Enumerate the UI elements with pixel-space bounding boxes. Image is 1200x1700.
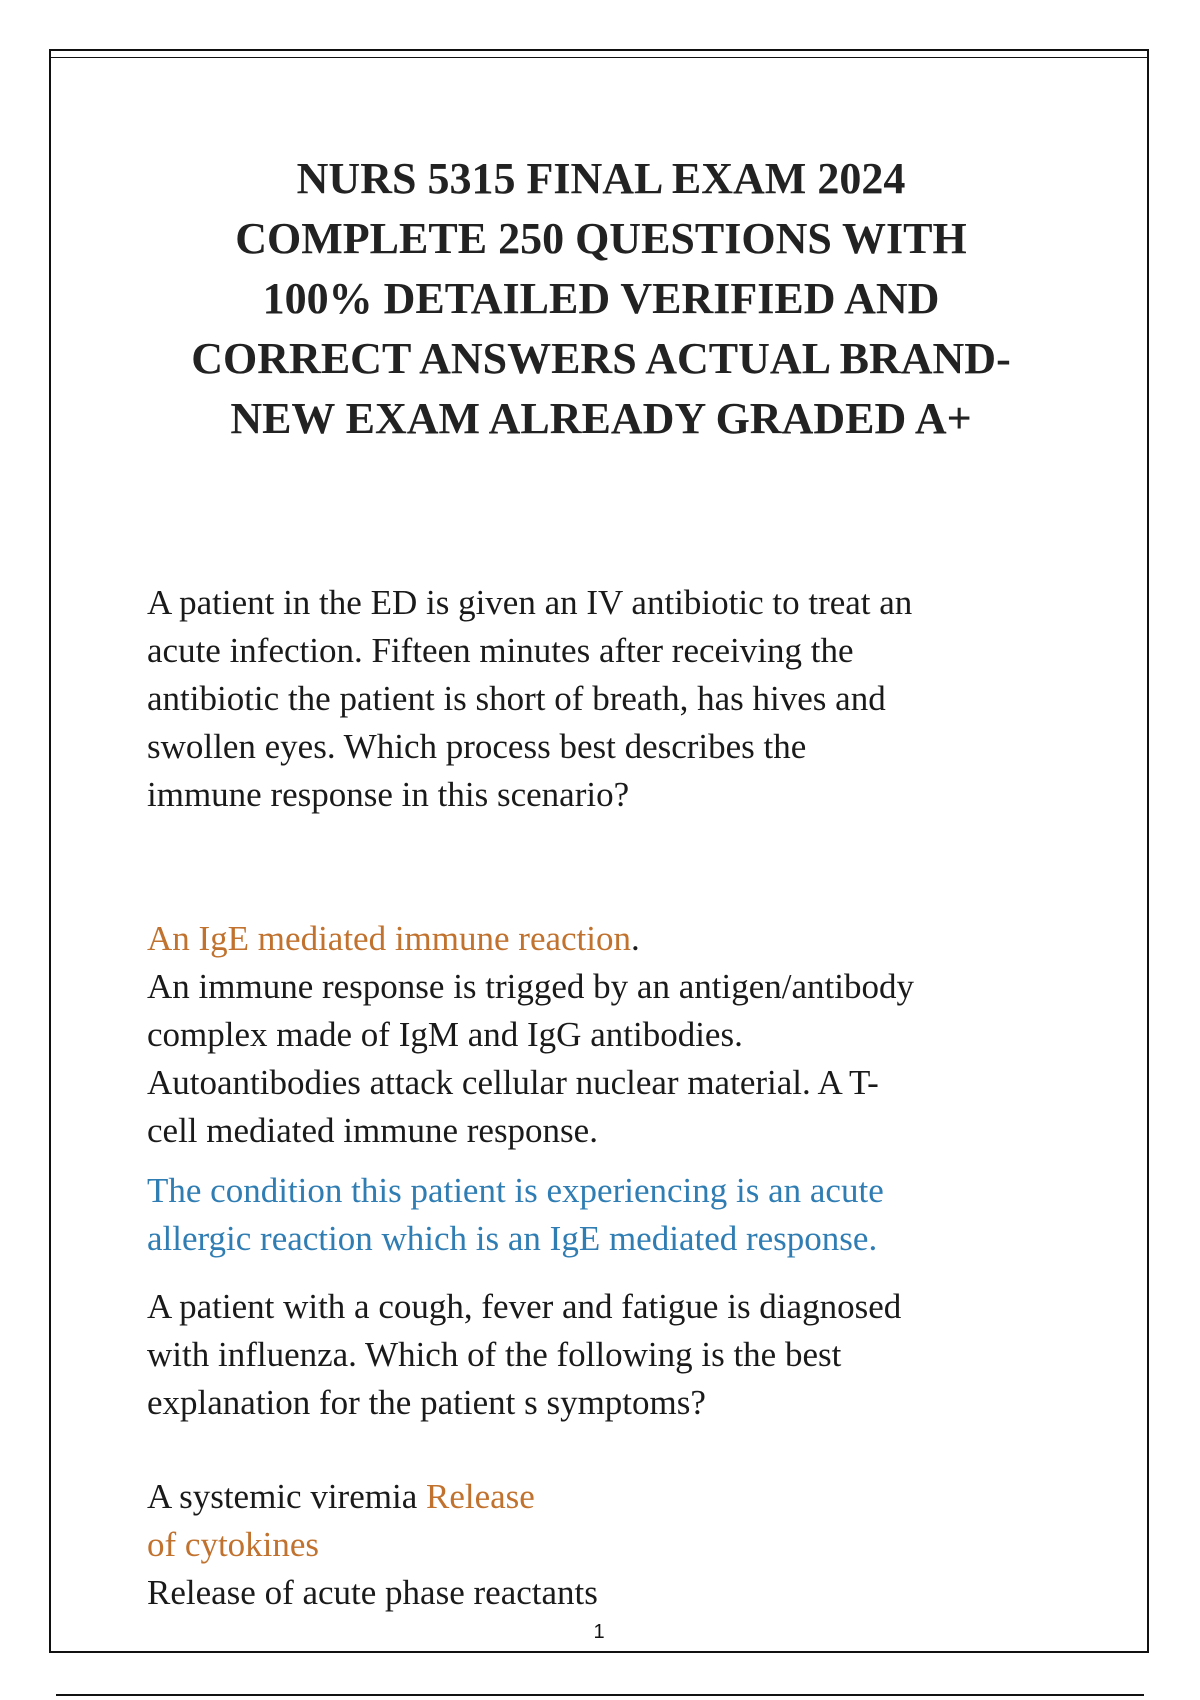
title-line: NEW EXAM ALREADY GRADED A+ — [230, 394, 972, 443]
question-2 — [147, 1283, 1087, 1427]
answer-option: complex made of IgM and IgG antibodies. — [147, 1015, 743, 1054]
answer-option: An immune response is trigged by an antigen/antibody — [147, 967, 914, 1006]
question-2-answers — [147, 1473, 1087, 1617]
question-line: swollen eyes. Which process best describes the — [147, 727, 807, 766]
answer-line-correct — [147, 915, 1087, 963]
answer-option: A systemic viremia — [147, 1477, 426, 1516]
question-1 — [147, 579, 1087, 819]
document-title — [141, 149, 1061, 449]
title-line: CORRECT ANSWERS ACTUAL BRAND- — [191, 334, 1011, 383]
rationale-line: The condition this patient is experiencing is an acute — [147, 1171, 884, 1210]
page-number: 1 — [593, 1621, 605, 1643]
answer-line — [147, 1473, 1087, 1521]
answer-option: cell mediated immune response. — [147, 1111, 598, 1150]
answer-punct: . — [631, 919, 640, 958]
correct-answer: An IgE mediated immune reaction — [147, 919, 632, 958]
page-frame — [49, 49, 1149, 1653]
question-line: A patient in the ED is given an IV antibiotic to treat an — [147, 583, 913, 622]
title-line: NURS 5315 FINAL EXAM 2024 — [296, 154, 906, 203]
frame-top-rule — [51, 57, 1147, 58]
question-1-rationale — [147, 1167, 1087, 1263]
question-line: with influenza. Which of the following is the best — [147, 1335, 842, 1374]
question-line: acute infection. Fifteen minutes after receiving the — [147, 631, 854, 670]
question-line: antibiotic the patient is short of breath, has hives and — [147, 679, 886, 718]
title-line: 100% DETAILED VERIFIED AND — [262, 274, 940, 323]
correct-answer: Release — [425, 1477, 535, 1516]
question-1-answers — [147, 915, 1087, 1155]
question-line: A patient with a cough, fever and fatigue is diagnosed — [147, 1287, 902, 1326]
question-line: immune response in this scenario? — [147, 775, 630, 814]
title-line: COMPLETE 250 QUESTIONS WITH — [235, 214, 967, 263]
rationale-line: allergic reaction which is an IgE mediated response. — [147, 1219, 878, 1258]
answer-option: Release of acute phase reactants — [147, 1573, 598, 1612]
question-line: explanation for the patient s symptoms? — [147, 1383, 706, 1422]
answer-option: Autoantibodies attack cellular nuclear material. A T- — [147, 1063, 879, 1102]
correct-answer: of cytokines — [147, 1525, 320, 1564]
next-page-edge — [56, 1694, 1144, 1696]
